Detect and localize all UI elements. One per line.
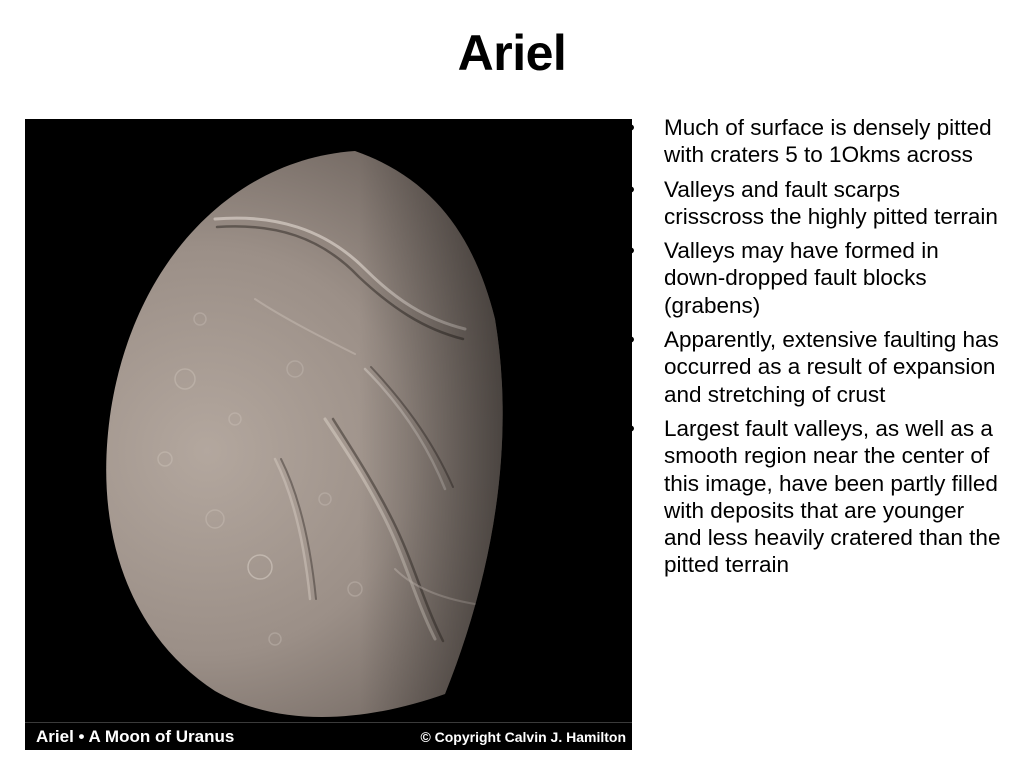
bullet-marker: •	[627, 327, 635, 353]
image-caption-title: Ariel • A Moon of Uranus	[36, 727, 235, 746]
bullet-item	[621, 114, 1001, 169]
bullet-list	[621, 114, 1001, 586]
ariel-moon-image	[25, 119, 632, 750]
bullet-item	[621, 237, 1001, 319]
slide-title: Ariel	[457, 25, 567, 81]
bullet-text: Much of surface is densely pitted with craters 5 to 1Okms across	[664, 115, 992, 168]
bullet-item	[621, 176, 1001, 231]
image-copyright: © Copyright Calvin J. Hamilton	[420, 729, 626, 745]
bullet-item	[621, 326, 1001, 408]
bullet-text: Apparently, extensive faulting has occurred as a result of expansion and stretching of crust	[664, 327, 999, 407]
image-caption-bar	[25, 722, 632, 750]
bullet-marker: •	[627, 176, 635, 202]
ariel-moon-illustration	[25, 119, 632, 723]
bullet-text: Largest fault valleys, as well as a smooth region near the center of this image, have been partly filled with deposits that are younger and less heavily cratered than the pitted terrain	[664, 415, 1001, 578]
bullet-item	[621, 415, 1001, 579]
bullet-marker: •	[627, 115, 635, 140]
bullet-marker: •	[627, 238, 635, 264]
bullet-text: Valleys and fault scarps crisscross the highly pitted terrain	[664, 176, 998, 229]
bullet-text: Valleys may have formed in down-dropped fault blocks (grabens)	[664, 238, 939, 318]
bullet-marker: •	[627, 415, 635, 441]
